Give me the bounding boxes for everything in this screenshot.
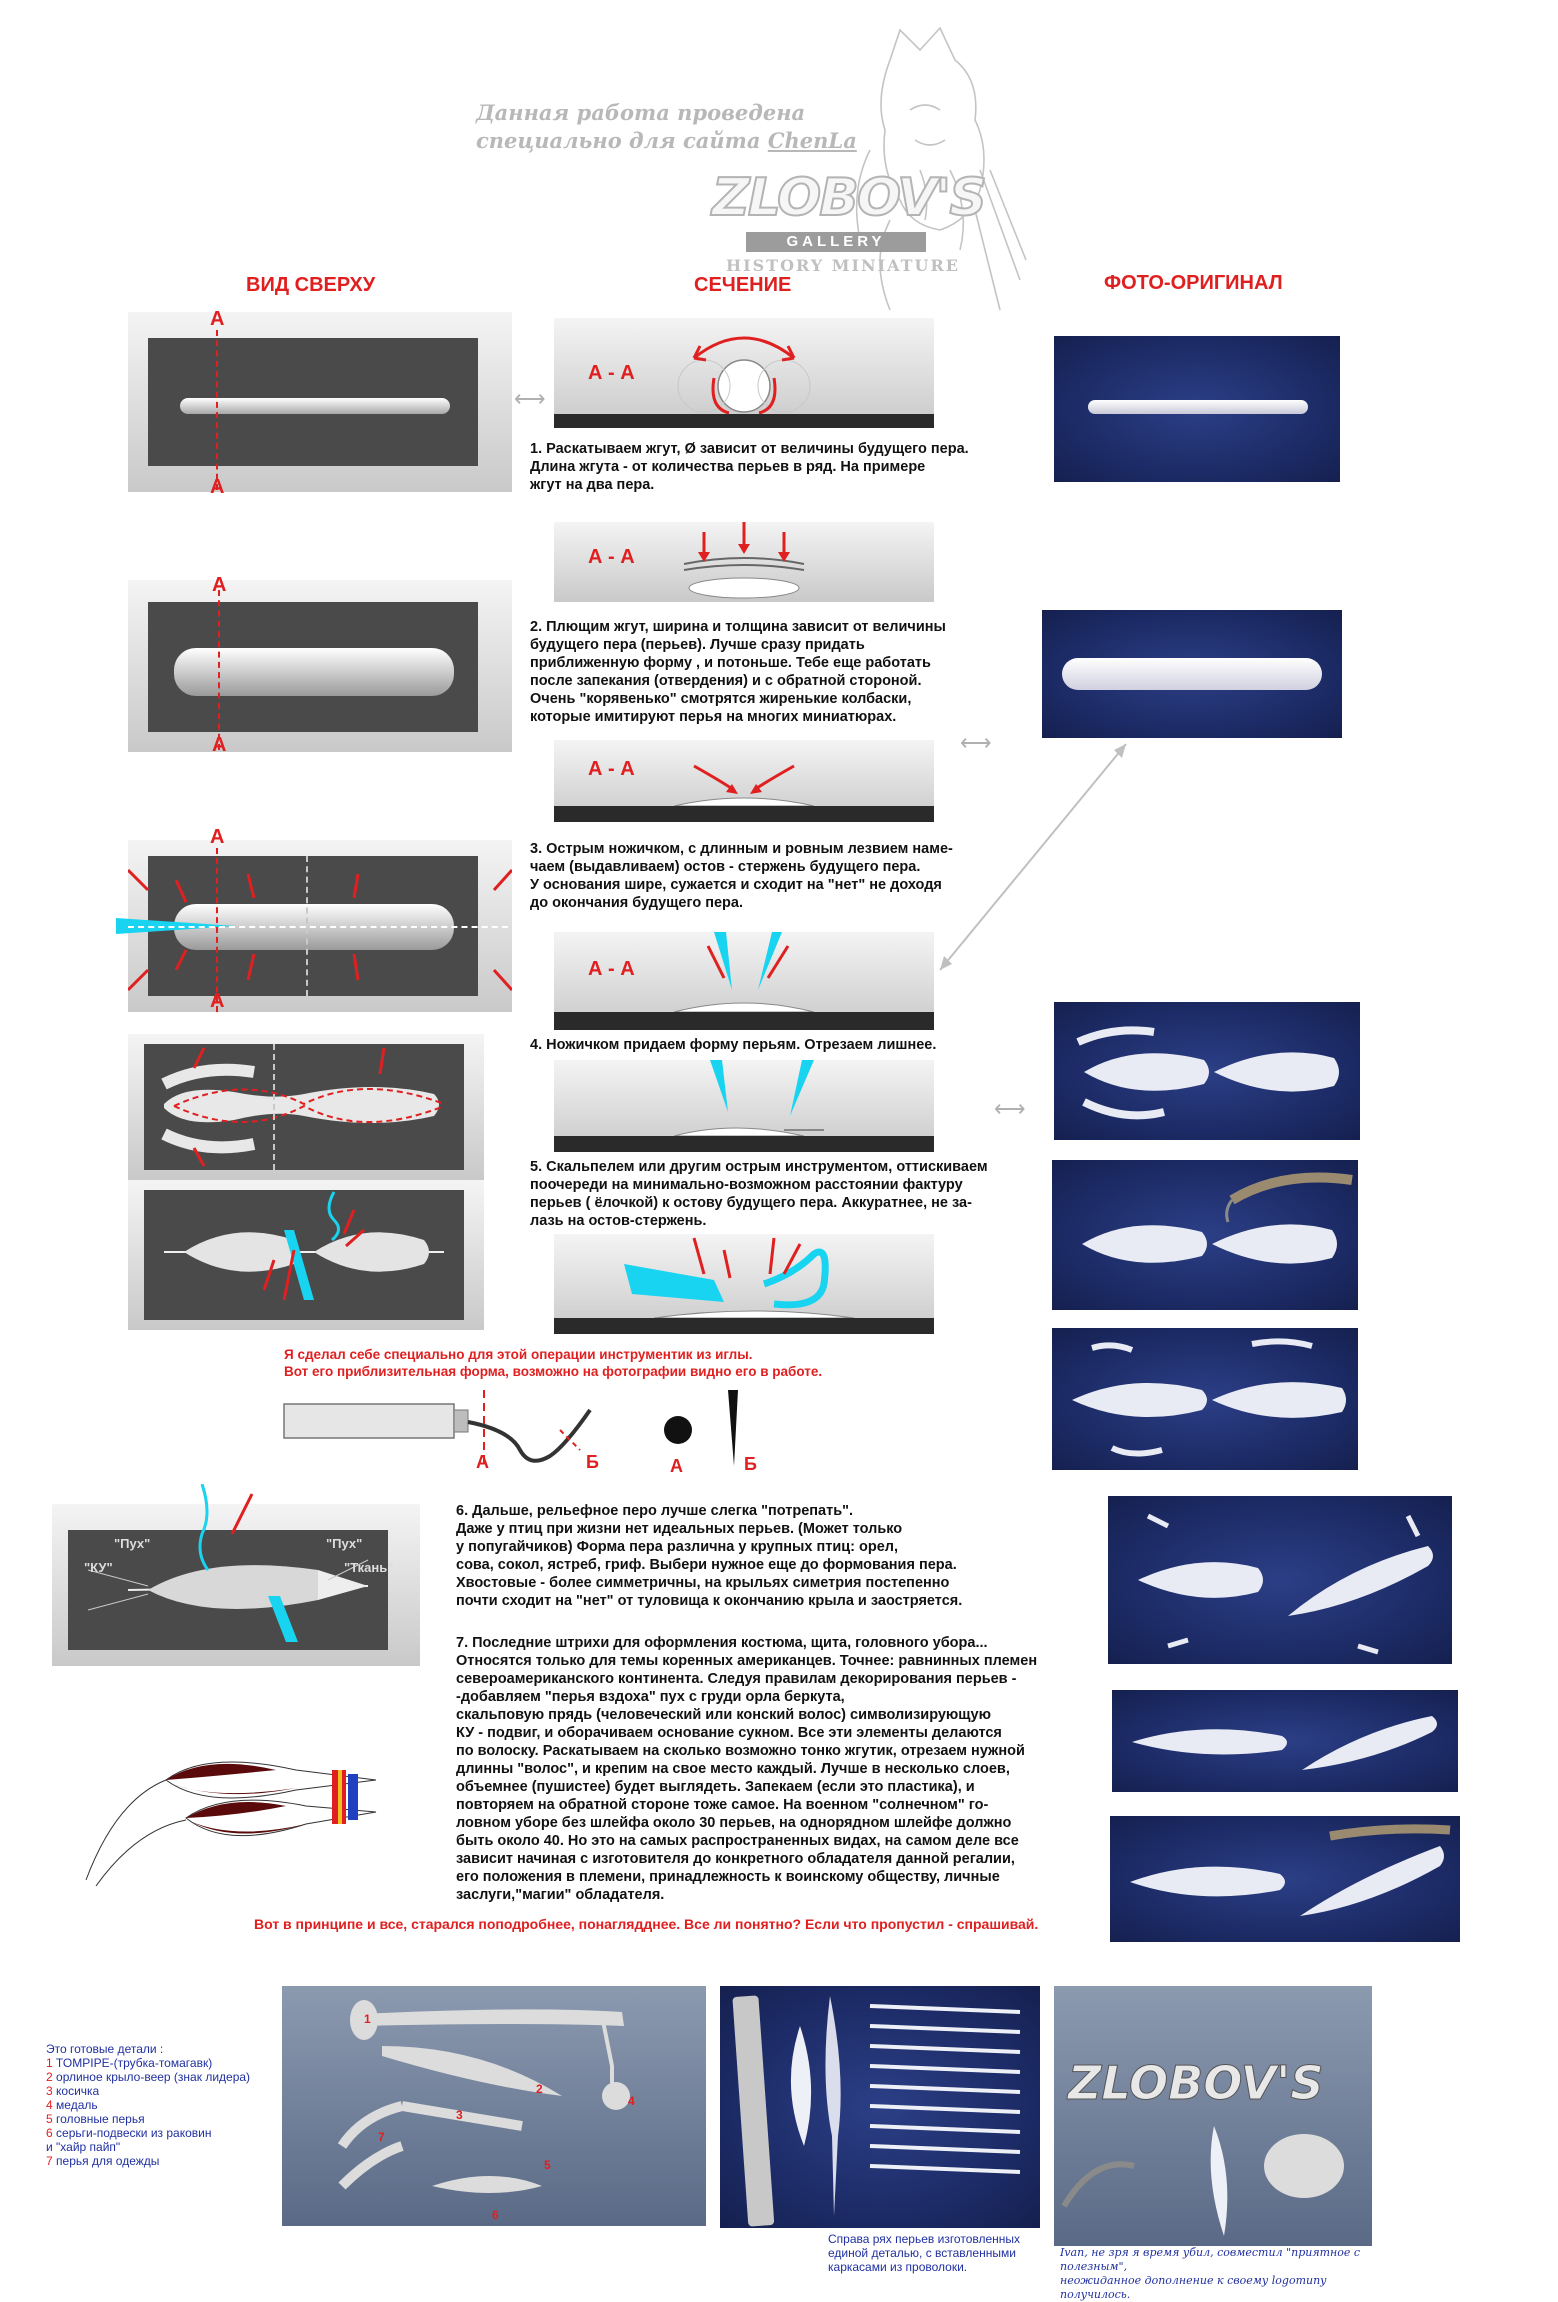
step5-section-panel — [554, 1234, 934, 1334]
legend-item-number: 1 — [46, 2056, 53, 2070]
step3-label-a-bottom: А — [210, 990, 225, 1012]
photo-number-6: 6 — [492, 2208, 499, 2222]
step2-label-a-top: А — [212, 574, 227, 596]
watermark-line-1: Данная работа проведена — [476, 100, 806, 125]
legend-item-text: перья для одежды — [56, 2154, 160, 2168]
step3-description: 3. Острым ножичком, с длинным и ровным лезвием наме- чаем (выдавливаем) остов - стержень будущего пера. У основания шире, сужается и сходит на "нет" не доходя до окончания будущего пера. — [530, 841, 953, 911]
step4-description: 4. Ножичком придаем форму перьям. Отрезаем лишнее. — [530, 1037, 937, 1053]
legend-item-text: TOMPIPE-(трубка-томагавк) — [55, 2056, 213, 2070]
arrow-step1-left: ⟷ — [514, 386, 546, 411]
step7-decorated-feathers-drawing — [76, 1740, 396, 1890]
step2-top-view-panel — [128, 574, 512, 756]
legend-item-text: серьги-подвески из раковин и "хайр пайп" — [46, 2126, 212, 2154]
step1-section-base — [554, 414, 934, 428]
legend-item-number: 6 — [46, 2126, 53, 2140]
step2-section-panel-top — [554, 522, 934, 602]
step4-photo-1-feathers — [1054, 1002, 1360, 1140]
legend-item-number: 4 — [46, 2098, 53, 2112]
tool-cross-section-circle — [664, 1416, 692, 1444]
photo-number-1: 1 — [364, 2012, 371, 2026]
tool-label-a-1: А — [476, 1452, 489, 1472]
logo-photo-caption — [1060, 2232, 1370, 2302]
step1-top-view-panel — [128, 308, 512, 498]
step5-description: 5. Скальпелем или другим острым инструментом, оттискиваем поочереди на минимально-возможном расстоянии фактуру перьев ( ёлочкой) к остову будущего пера. Аккуратнее, не за- лазь на остов-стержень. — [530, 1159, 988, 1229]
step4-section-panel — [554, 1060, 934, 1152]
step7-description: 7. Последние штрихи для оформления костюма, щита, головного убора... Относятся только для темы коренных американцев. Точнее: равнинных племен североамериканского континента. Следуя правилам декорирования перьев - -добавляем "перья вздоха" пух с груди орла беркута, скальповую прядь (человеческий или конский волос) символизирующую КУ - подвиг, и оборачиваем основание сукном. Все эти элементы делаются по волоску. Раскатываем на сколько возможно тонко жгутик, отрезаем нужной длинны "волос", и крепим на свое место каждый. Лучше в несколько слоев, объемнее (пушистее) будет выглядеть. Запекаем (если это пластика), и повторяем на обратной стороне тоже самое. На военном "солнечном" го- ловном уборе без шлейфа около 30 перьев, на однорядном шлейфе должно быть около 40. Но это на самых распространенных видах, на самом деле все зависит начиная с изготовителя до конкретного обладателя данной регалии, его положения в племени, принадлежность к воинскому обществу, личные заслуги,"магии" обладателя. — [456, 1635, 1038, 1903]
tool-note: Я сделал себе специально для этой операции инструментик из иглы. Вот его приблизительная форма, возможно на фотографии видно его в работе. — [284, 1347, 823, 1379]
photo-number-5: 5 — [544, 2158, 551, 2172]
legend-item-text: головные перья — [56, 2112, 145, 2126]
legend-item-number: 3 — [46, 2084, 53, 2098]
step1-section-label: А - А — [588, 362, 635, 384]
header-photo-original: ФОТО-ОРИГИНАЛ — [1104, 272, 1283, 294]
logo-subtitle: HISTORY MINIATURE — [726, 256, 960, 275]
step2-section-base — [554, 806, 934, 822]
step3-top-view-panel — [128, 826, 512, 1012]
legend-item-number: 5 — [46, 2112, 53, 2126]
legend-item — [46, 2154, 276, 2168]
photo-number-4: 4 — [628, 2094, 635, 2108]
step6-label-ku: "КУ" — [84, 1560, 113, 1575]
step4-shaping-drawing — [144, 1044, 464, 1170]
step3-label-a-top: А — [210, 826, 225, 848]
step2-section-drawing-top — [664, 522, 824, 602]
step2-cut-line — [218, 590, 220, 750]
legend-item — [46, 2070, 276, 2084]
step5-photo-2 — [1052, 1328, 1358, 1470]
step5-text — [530, 1158, 988, 1230]
step1-clay-rope — [180, 398, 450, 414]
step2-flattened-clay — [174, 648, 454, 696]
caption-name: Ivan, — [1060, 2246, 1088, 2259]
legend-title: Это готовые детали : — [46, 2042, 164, 2056]
closing-line: Вот в принципе и все, старался поподробнее, понаглядднее. Все ли понятно? Если что пропустил - спрашивай. — [254, 1916, 1039, 1932]
legend-item — [46, 2084, 276, 2098]
tool-label-a-2: А — [670, 1456, 683, 1476]
step2-photo — [1042, 610, 1342, 738]
diagonal-connector-arrow — [930, 740, 1130, 980]
feather-row-photo — [720, 1986, 1040, 2228]
step2-section-panel-bottom — [554, 740, 934, 822]
step7-photo-1 — [1112, 1690, 1458, 1792]
watermark-line-2-prefix: специально для сайта — [476, 128, 768, 153]
step6-description: 6. Дальше, рельефное перо лучше слегка "потрепать". Даже у птиц при жизни нет идеальных перьев. (Может только у попугайчиков) Форма пера различна у крупных птиц: орел, сова, сокол, ястреб, гриф. Выбери нужное еще до формования пера. Хвостовые - более симметричны, на крыльях симетрия постепенно почти сходит на "нет" от туловища к окончанию крыла и заостряется. — [456, 1503, 963, 1609]
step5-photo-2-feathers — [1052, 1328, 1358, 1470]
step1-photo — [1054, 336, 1340, 482]
watermark-line-2 — [476, 128, 857, 153]
step3-red-arrows — [128, 840, 512, 1012]
feather-row-drawing — [720, 1986, 1040, 2228]
header-section: СЕЧЕНИЕ — [694, 274, 792, 296]
step4-photo-1 — [1054, 1002, 1360, 1140]
step7-photo-2-feathers — [1110, 1816, 1460, 1942]
step5-section-base — [554, 1318, 934, 1334]
step4-text — [530, 1036, 936, 1054]
step1-label-a-top: А — [210, 308, 225, 330]
needle-tool-drawing — [280, 1390, 620, 1480]
legend-item — [46, 2098, 276, 2112]
step1-label-a-bottom: А — [210, 476, 225, 498]
step3-section-base — [554, 1012, 934, 1030]
step1-section-panel — [554, 318, 934, 428]
step5-feather-drawing — [144, 1190, 464, 1320]
step4-section-base — [554, 1136, 934, 1152]
step6-photo-feathers — [1108, 1496, 1452, 1664]
step6-label-pukh-right: "Пух" — [326, 1536, 363, 1551]
step6-photo — [1108, 1496, 1452, 1664]
step6-top-arrows — [172, 1484, 312, 1584]
tool-cross-section-blade — [722, 1390, 746, 1466]
step5-top-view-panel — [128, 1180, 484, 1330]
header-top-view: ВИД СВЕРХУ — [246, 274, 376, 296]
step6-text — [456, 1502, 962, 1610]
feather-row-caption: Справа рях перьев изготовленных единой деталью, с вставленными каркасами из проволоки. — [828, 2232, 1021, 2274]
arrow-step2-right: ⟷ — [960, 730, 992, 755]
step1-photo-rope — [1088, 400, 1308, 414]
step1-section-drawing — [654, 318, 834, 428]
step6-label-tkan: "Ткань" — [344, 1560, 394, 1575]
arrow-step4-right: ⟷ — [994, 1096, 1026, 1121]
step1-description: 1. Раскатываем жгут, Ø зависит от величины будущего пера. Длина жгута - от количества перьев в ряд. На примере жгут на два пера. — [530, 441, 969, 493]
step3-text — [530, 840, 953, 912]
finished-parts-legend — [46, 2042, 276, 2168]
logo-zlobovs: ZLOBOV'S — [712, 168, 985, 228]
photo-number-3: 3 — [456, 2108, 463, 2122]
tool-label-b-2: Б — [744, 1454, 757, 1474]
step2-label-a-bottom: А — [212, 734, 227, 756]
step2-section-label-bottom: А - А — [588, 758, 635, 780]
legend-item — [46, 2112, 276, 2126]
legend-item-text: орлиное крыло-веер (знак лидера) — [56, 2070, 251, 2084]
legend-item-text: медаль — [56, 2098, 98, 2112]
finished-parts-photo — [282, 1986, 706, 2226]
step4-top-view-panel — [128, 1034, 484, 1180]
tool-label-b-1: Б — [586, 1452, 599, 1472]
step7-text — [456, 1634, 1037, 1904]
step2-section-label-top: А - А — [588, 546, 635, 568]
step2-photo-clay — [1062, 658, 1322, 690]
step7-photo-1-feathers — [1112, 1690, 1458, 1792]
logo-gallery: GALLERY — [746, 232, 926, 252]
step2-description: 2. Плющим жгут, ширина и толщина зависит от величины будущего пера (перьев). Лучше сразу придать приближенную форму , и потоньше. Тебе еще работать после запекания (отвердения) и с обратной стороной. Очень "корявенько" смотрятся жиренькие колбаски, которые имитируют перья на многих миниатюрах. — [530, 619, 946, 725]
step3-section-panel — [554, 932, 934, 1030]
step3-section-label: А - А — [588, 958, 635, 980]
logo-photo — [1054, 1986, 1372, 2246]
legend-item-number: 7 — [46, 2154, 53, 2168]
photo-number-2: 2 — [536, 2082, 543, 2096]
step6-feather-panel — [52, 1504, 420, 1666]
step7-photo-2 — [1110, 1816, 1460, 1942]
step1-cut-line — [216, 330, 218, 490]
caption-text: не зря я время убил, совместил "приятное с полезным", неожиданное дополнение к своему logoтипу получилось. — [1060, 2246, 1361, 2301]
legend-item-text: косичка — [56, 2084, 100, 2098]
legend-item-number: 2 — [46, 2070, 53, 2084]
step6-label-pukh-left: "Пух" — [114, 1536, 151, 1551]
legend-item — [46, 2126, 276, 2154]
legend-item — [46, 2056, 276, 2070]
photo-number-7: 7 — [378, 2130, 385, 2144]
step5-photo-1 — [1052, 1160, 1358, 1310]
logo-photo-text: ZLOBOV'S — [1068, 2056, 1324, 2110]
step2-text — [530, 618, 946, 726]
finished-parts-drawing — [282, 1986, 706, 2226]
step1-text — [530, 440, 969, 494]
logo-photo-feathers — [1054, 1986, 1372, 2246]
step5-photo-1-feathers — [1052, 1160, 1358, 1310]
watermark-site-link[interactable]: ChenLa — [767, 128, 857, 153]
